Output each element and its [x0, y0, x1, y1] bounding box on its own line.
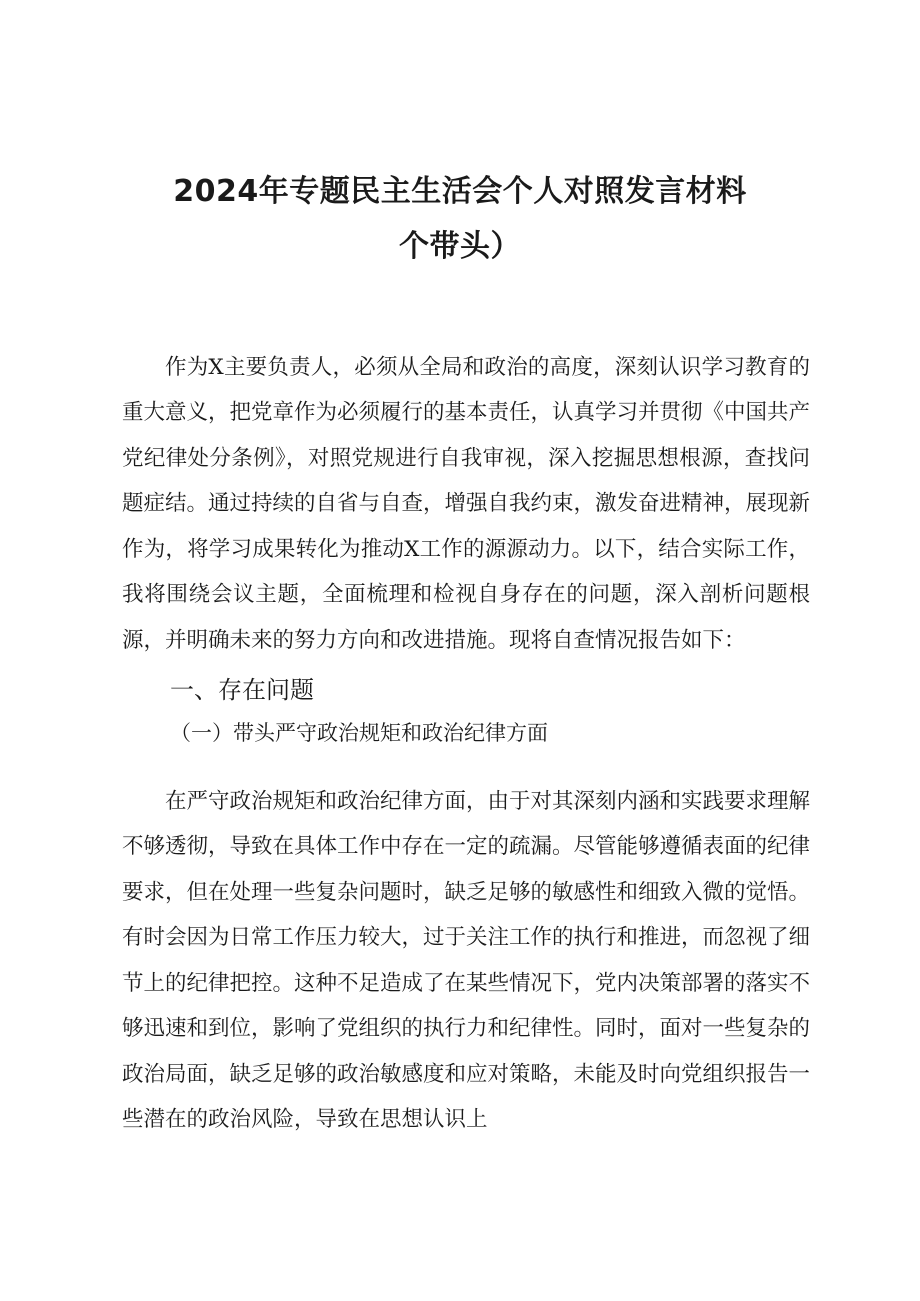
document-title: 2024年专题民主生活会个人对照发言材料 [173, 174, 747, 209]
section-heading-problems: 一、存在问题 [170, 676, 314, 704]
intro-paragraph: 作为X主要负责人，必须从全局和政治的高度，深刻认识学习教育的重大意义，把党章作为必须履行的基本责任，认真学习并贯彻《中国共产党纪律处分条例》，对照党规进行自我审视，深入挖掘思想根源，查找问题症结。通过持续的自省与自查，增强自我约束，激发奋进精神，展现新作为，将学习成果转化为推动X工作的源源动力。以下，结合实际工作，我将围绕会议主题，全面梳理和检视自身存在的问题，深入剖析问题根源，并明确未来的努力方向和改进措施。现将自查情况报告如下： [122, 354, 811, 653]
subsection-paragraph: 在严守政治规矩和政治纪律方面，由于对其深刻内涵和实践要求理解不够透彻，导致在具体工作中存在一定的疏漏。尽管能够遵循表面的纪律要求，但在处理一些复杂问题时，缺乏足够的敏感性和细致入微的觉悟。有时会因为日常工作压力较大，过于关注工作的执行和推进，而忽视了细节上的纪律把控。这种不足造成了在某些情况下，党内决策部署的落实不够迅速和到位，影响了党组织的执行力和纪律性。同时，面对一些复杂的政治局面，缺乏足够的政治敏感度和应对策略，未能及时向党组织报告一些潜在的政治风险，导致在思想认识上 [122, 788, 811, 1132]
subsection-heading-political-discipline: （一）带头严守政治规矩和政治纪律方面 [170, 721, 548, 745]
document-subtitle: 个带头） [399, 229, 521, 264]
